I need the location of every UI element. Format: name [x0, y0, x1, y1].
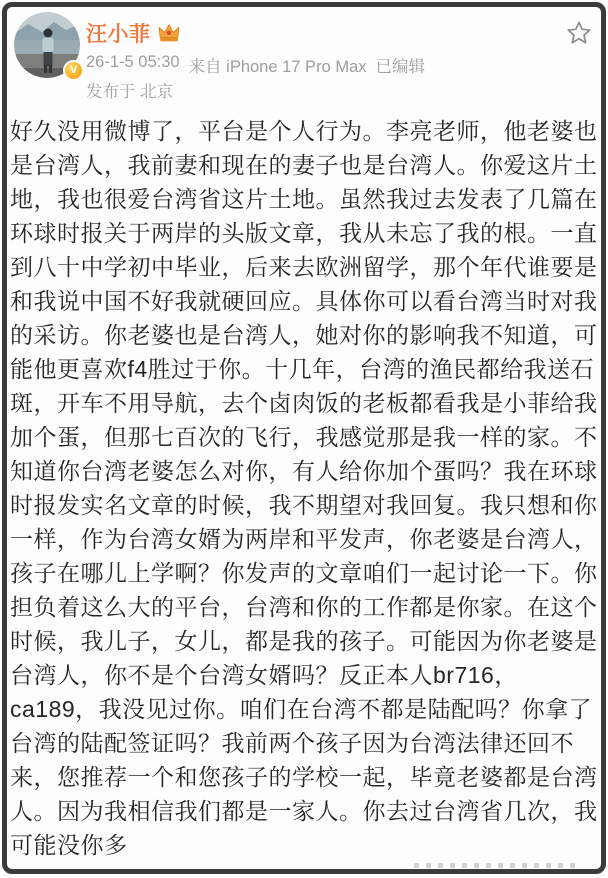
body-line: 时候，我儿子，女儿，都是我的孩子。可能因为你老婆是: [10, 628, 598, 654]
post-header: [7, 7, 601, 114]
edited-label[interactable]: 已编辑: [375, 58, 425, 76]
post-meta: [86, 53, 425, 77]
body-line: ca189，我没见过你。咱们在台湾不都是陆配吗？你拿了: [10, 696, 593, 722]
body-line: 担负着这么大的平台，台湾和你的工作都是你家。在这个: [10, 594, 598, 620]
body-line: 台湾人，你不是个台湾女婿吗？反正本人br716，: [10, 662, 518, 688]
body-line: 和我说中国不好我就硬回应。具体你可以看台湾当时对我: [10, 288, 598, 314]
body-line: 的采访。你老婆也是台湾人，她对你的影响我不知道，可: [10, 322, 598, 348]
body-line: 孩子在哪儿上学啊？你发声的文章咱们一起讨论一下。你: [10, 560, 598, 586]
body-line: 能他更喜欢f4胜过于你。十几年，台湾的渔民都给我送石: [10, 356, 595, 382]
avatar[interactable]: [14, 12, 80, 78]
location-label: 发布于 北京: [86, 83, 174, 101]
vip-crown-icon: [158, 23, 180, 43]
body-line: 时报发实名文章的时候，我不期望对我回复。我只想和你: [10, 492, 598, 518]
body-line: 好久没用微博了，平台是个人行为。李亮老师，他老婆也: [10, 118, 598, 144]
body-line: 到八十中学初中毕业，后来去欧洲留学，那个年代谁要是: [10, 254, 598, 280]
timestamp: 26-1-5 05:30: [86, 53, 180, 71]
watermark-remnant: [414, 863, 579, 868]
source-device[interactable]: 来自 iPhone 17 Pro Max: [188, 58, 367, 76]
body-line: 人。因为我相信我们都是一家人。你去过台湾省几次，我: [10, 798, 598, 824]
username[interactable]: 汪小菲: [86, 23, 151, 46]
verified-badge-icon: V: [63, 60, 84, 81]
body-line: 知道你台湾老婆怎么对你，有人给你加个蛋吗？我在环球: [10, 458, 598, 484]
favorite-star-icon[interactable]: [566, 20, 592, 46]
body-line: 是台湾人，我前妻和现在的妻子也是台湾人。你爱这片土: [10, 152, 598, 178]
body-line: 来，您推荐一个和您孩子的学校一起，毕竟老婆都是台湾: [10, 764, 598, 790]
body-line: 一样，作为台湾女婿为两岸和平发声，你老婆是台湾人，: [10, 526, 598, 552]
body-line: 环球时报关于两岸的头版文章，我从未忘了我的根。一直: [10, 220, 598, 246]
body-line: 台湾的陆配签证吗？我前两个孩子因为台湾法律还回不: [10, 730, 574, 756]
body-line: 加个蛋，但那七百次的飞行，我感觉那是我一样的家。不: [10, 424, 598, 450]
body-line: 可能没你多: [10, 832, 128, 858]
weibo-post-card: [2, 2, 606, 874]
post-body: [7, 114, 601, 862]
body-line: 地，我也很爱台湾省这片土地。虽然我过去发表了几篇在: [10, 186, 598, 212]
body-line: 斑，开车不用导航，去个卤肉饭的老板都看我是小菲给我: [10, 390, 598, 416]
